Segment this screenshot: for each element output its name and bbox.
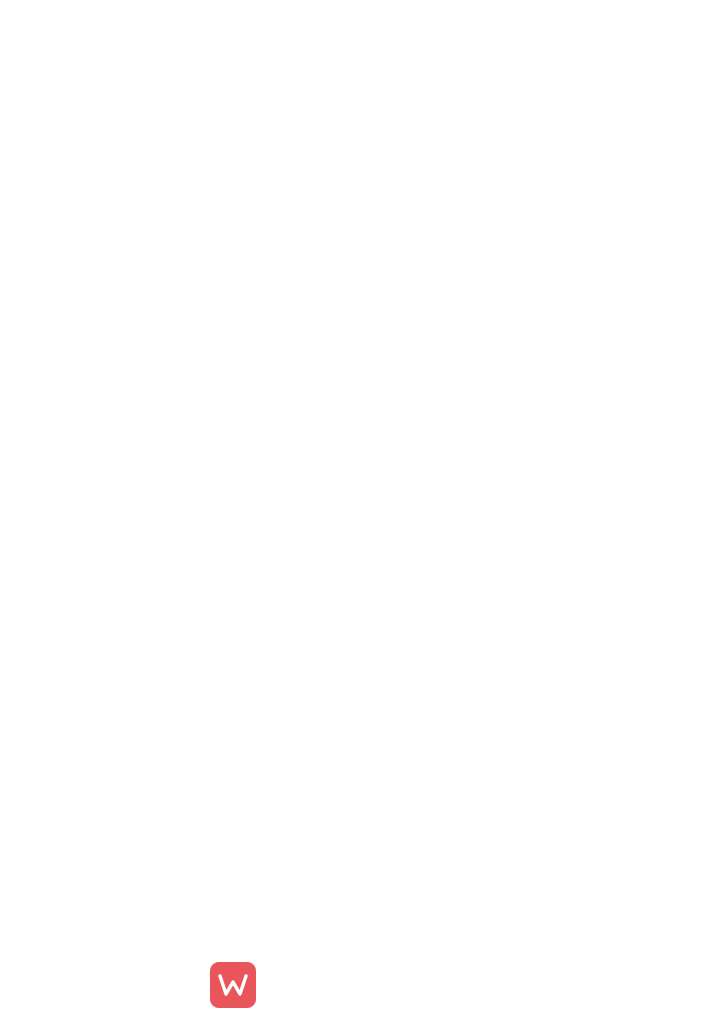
wps-logo-icon xyxy=(210,962,256,1008)
wps-edit-banner[interactable] xyxy=(210,962,540,1008)
wps-w-glyph xyxy=(218,974,248,996)
